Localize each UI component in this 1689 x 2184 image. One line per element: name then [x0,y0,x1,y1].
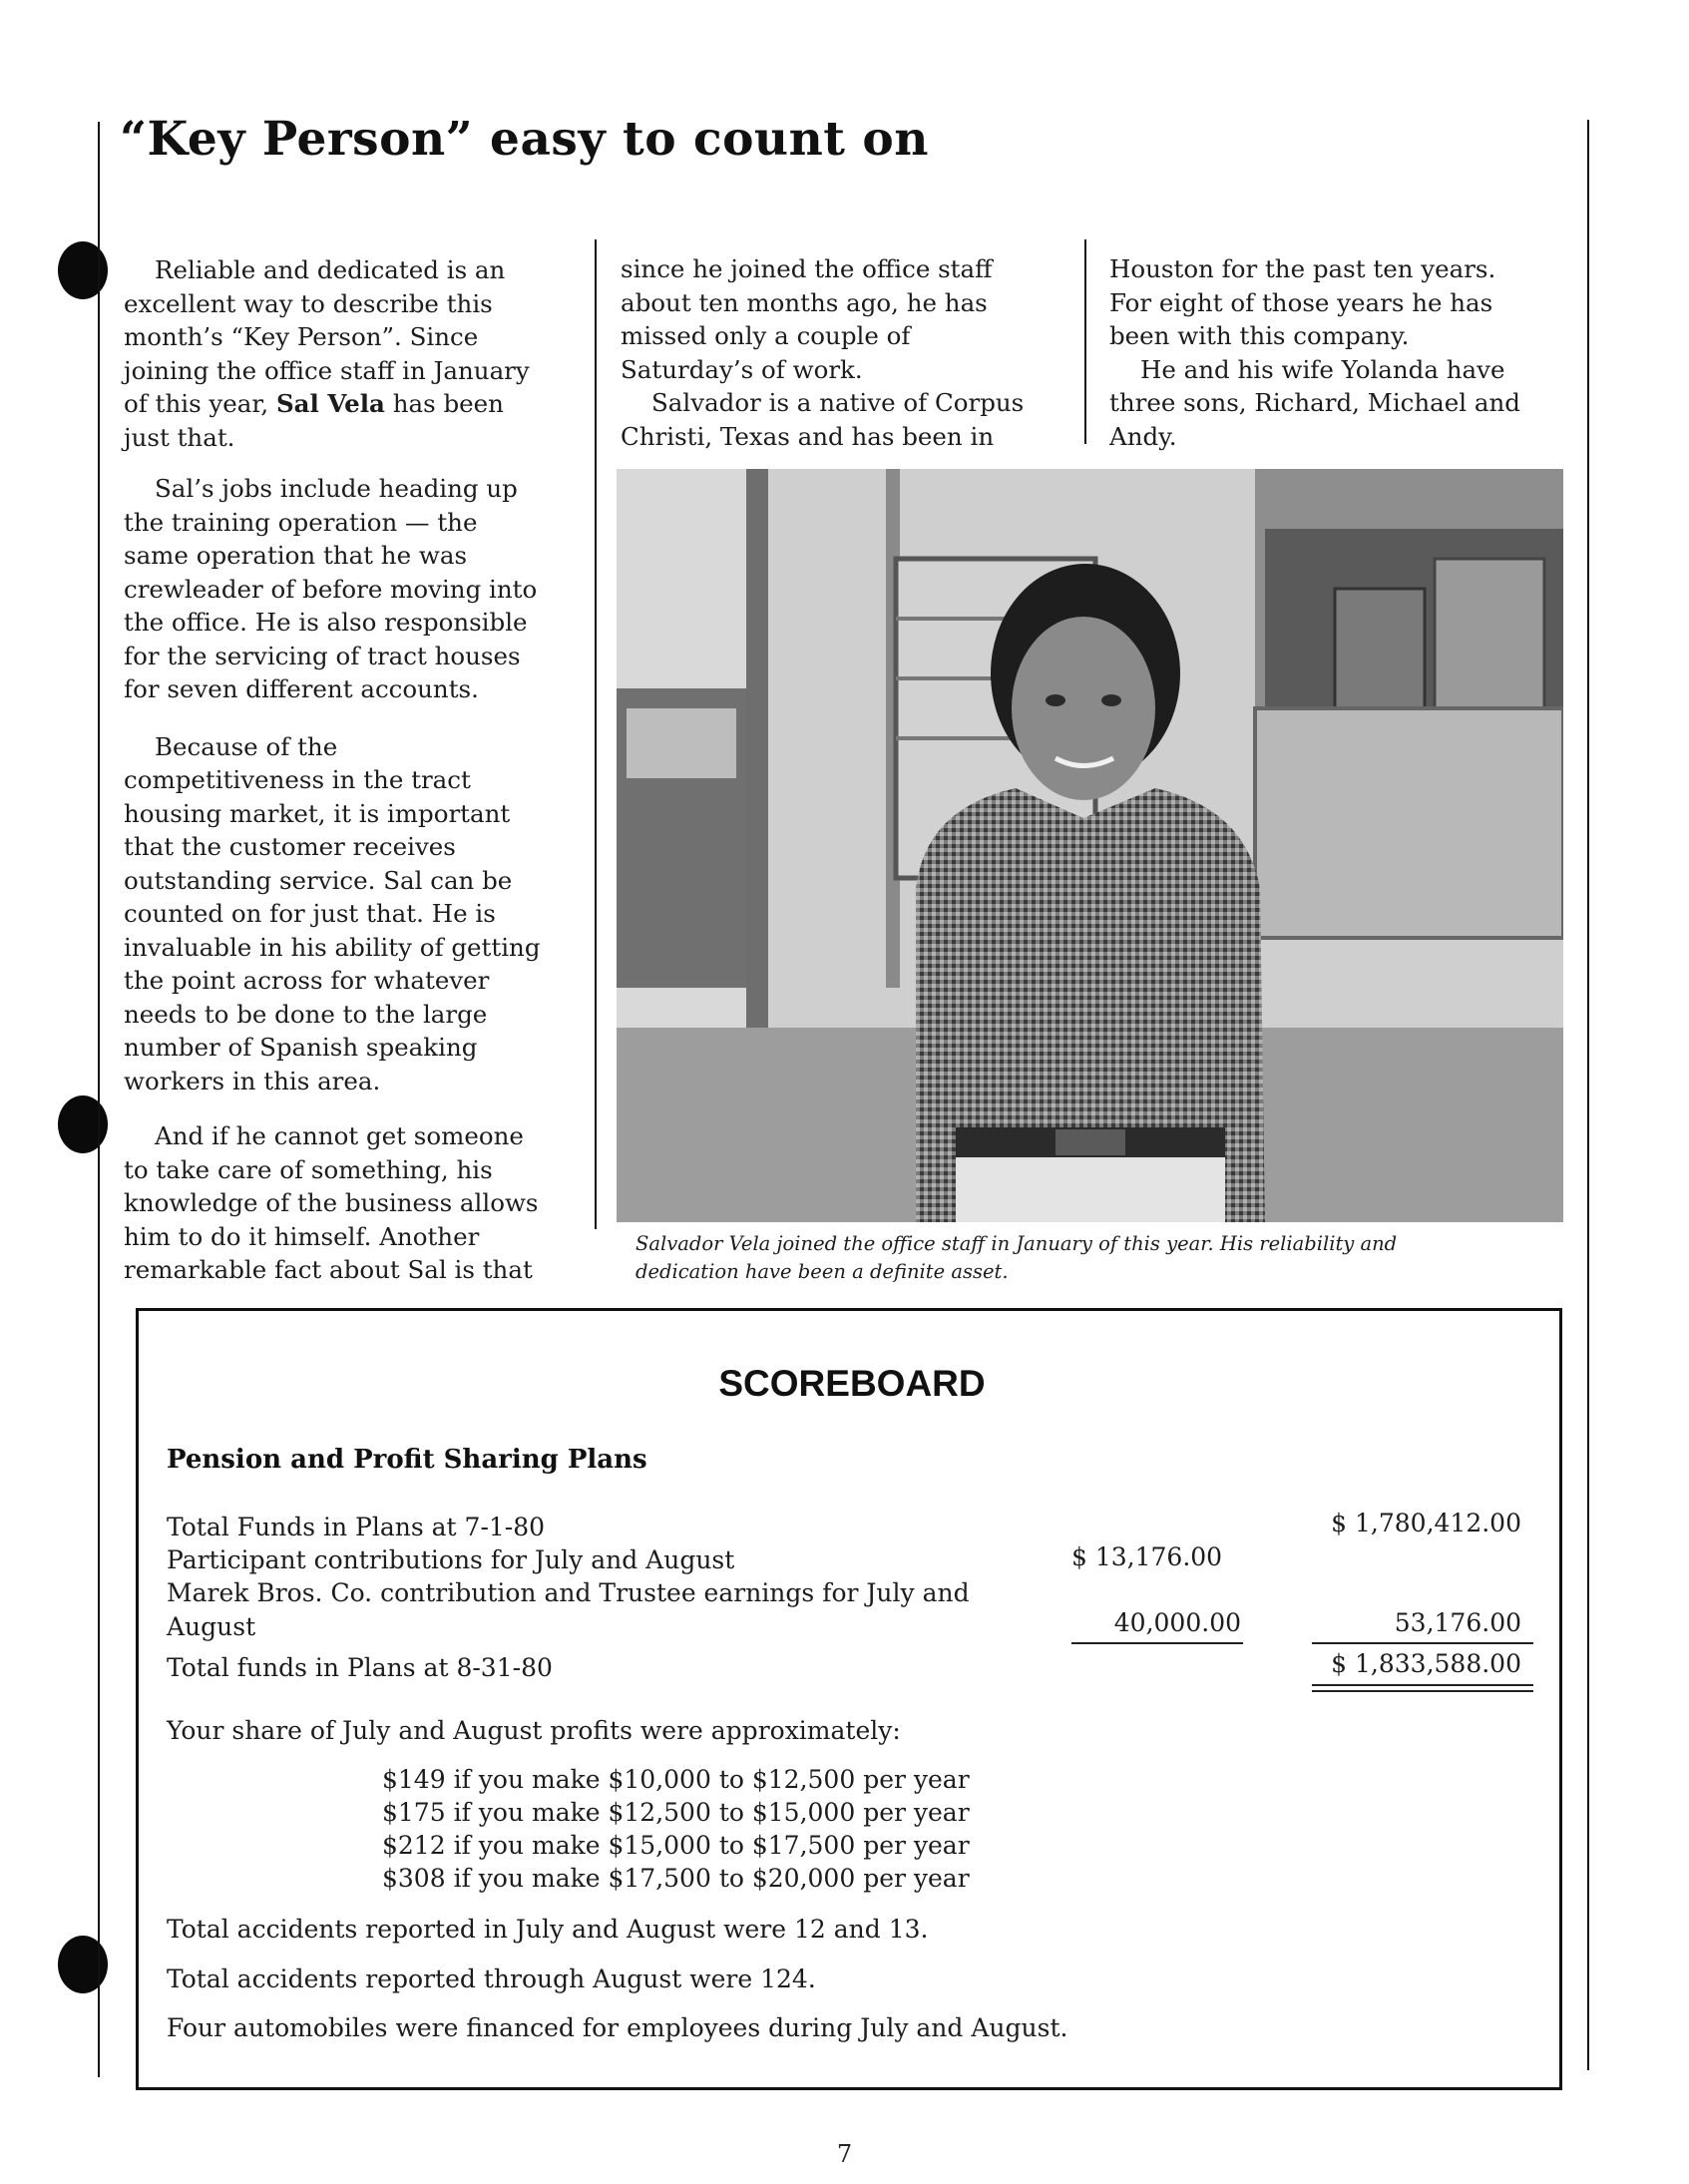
accidents-july-august: Total accidents reported in July and August were 12 and 13. [167,1915,929,1944]
portrait-photo [617,469,1563,1222]
left-margin-rule [98,122,100,2077]
column-divider-1 [595,239,597,1229]
col1-paragraph-4: And if he cannot get someone to take care of something, his knowledge of the business allows him to do it himself. Another remarkable fact about Sal is that [124,1121,539,1284]
total-double-underline-2 [1312,1690,1533,1692]
share-line: $175 if you make $12,500 to $15,000 per year [382,1798,970,1827]
total-start-label: Total Funds in Plans at 7-1-80 [167,1513,546,1541]
share-intro: Your share of July and August profits were approximately: [167,1716,901,1745]
marek-value: 40,000.00 [1113,1608,1241,1637]
article-column-3 [1109,252,1538,453]
article-column-2 [621,252,1050,453]
col3-paragraph-1: Houston for the past ten years. For eight of those years he has been with this company. [1109,254,1496,350]
binder-hole-top [58,241,108,299]
article-column-1 [124,253,543,1287]
accidents-through-august: Total accidents reported through August were 124. [167,1965,816,1993]
subtotal-underline [1312,1642,1533,1644]
article-title: “Key Person” easy to count on [120,112,929,167]
total-start-value: $ 1,780,412.00 [1331,1509,1521,1537]
key-person-name: Sal Vela [275,389,385,418]
col2-paragraph-1: since he joined the office staff about ten months ago, he has missed only a couple of Saturday’s of work. [621,254,993,384]
col3-paragraph-2: He and his wife Yolanda have three sons, Richard, Michael and Andy. [1109,354,1520,451]
pension-section-title: Pension and Profit Sharing Plans [167,1445,647,1475]
col1-paragraph-3: Because of the competitiveness in the tract housing market, it is important that the customer receives outstanding service. Sal can be counted on for just that. He is invaluable in his ability of getting the point across for whatever needs to be done to the large number of Spanish speaking workers in this area. [124,731,541,1095]
right-margin-rule [1587,120,1589,2070]
scoreboard-title: SCOREBOARD [718,1363,986,1404]
column-divider-2 [1084,239,1086,444]
col2-paragraph-2: Salvador is a native of Corpus Christi, Texas and has been in [621,388,1025,451]
participant-label: Participant contributions for July and August [167,1545,735,1574]
share-line: $212 if you make $15,000 to $17,500 per year [382,1831,970,1860]
photo-caption: Salvador Vela joined the office staff in January of this year. His reliability and dedication have been a definite asset. [635,1232,1398,1283]
col1-paragraph-1: Reliable and dedicated is an excellent way to describe this month’s “Key Person”. Since joining the office staff in January of this year, Sal Vela has been just that. [124,255,530,452]
share-line: $308 if you make $17,500 to $20,000 per year [382,1864,970,1893]
marek-label-line-1: Marek Bros. Co. contribution and Trustee earnings for July and [167,1578,970,1607]
marek-value-underline [1071,1642,1243,1644]
col1-paragraph-2: Sal’s jobs include heading up the training operation — the same operation that he was crewleader of before moving into the office. He is also responsible for the servicing of tract houses for seven different accounts. [124,474,538,703]
share-line: $149 if you make $10,000 to $12,500 per year [382,1765,970,1794]
automobiles-financed: Four automobiles were financed for employees during July and August. [167,2013,1068,2042]
binder-hole-bottom [58,1936,108,1993]
subtotal-value: 53,176.00 [1394,1608,1521,1637]
portrait-photo-illustration [617,469,1563,1222]
page-number: 7 [836,2140,853,2168]
total-end-value: $ 1,833,588.00 [1331,1649,1521,1678]
marek-label-line-2: August [167,1612,256,1641]
scoreboard-box [136,1308,1562,2090]
total-end-label: Total funds in Plans at 8-31-80 [167,1653,553,1682]
binder-hole-middle [58,1095,108,1153]
total-double-underline-1 [1312,1684,1533,1686]
participant-value: $ 13,176.00 [1071,1542,1223,1571]
